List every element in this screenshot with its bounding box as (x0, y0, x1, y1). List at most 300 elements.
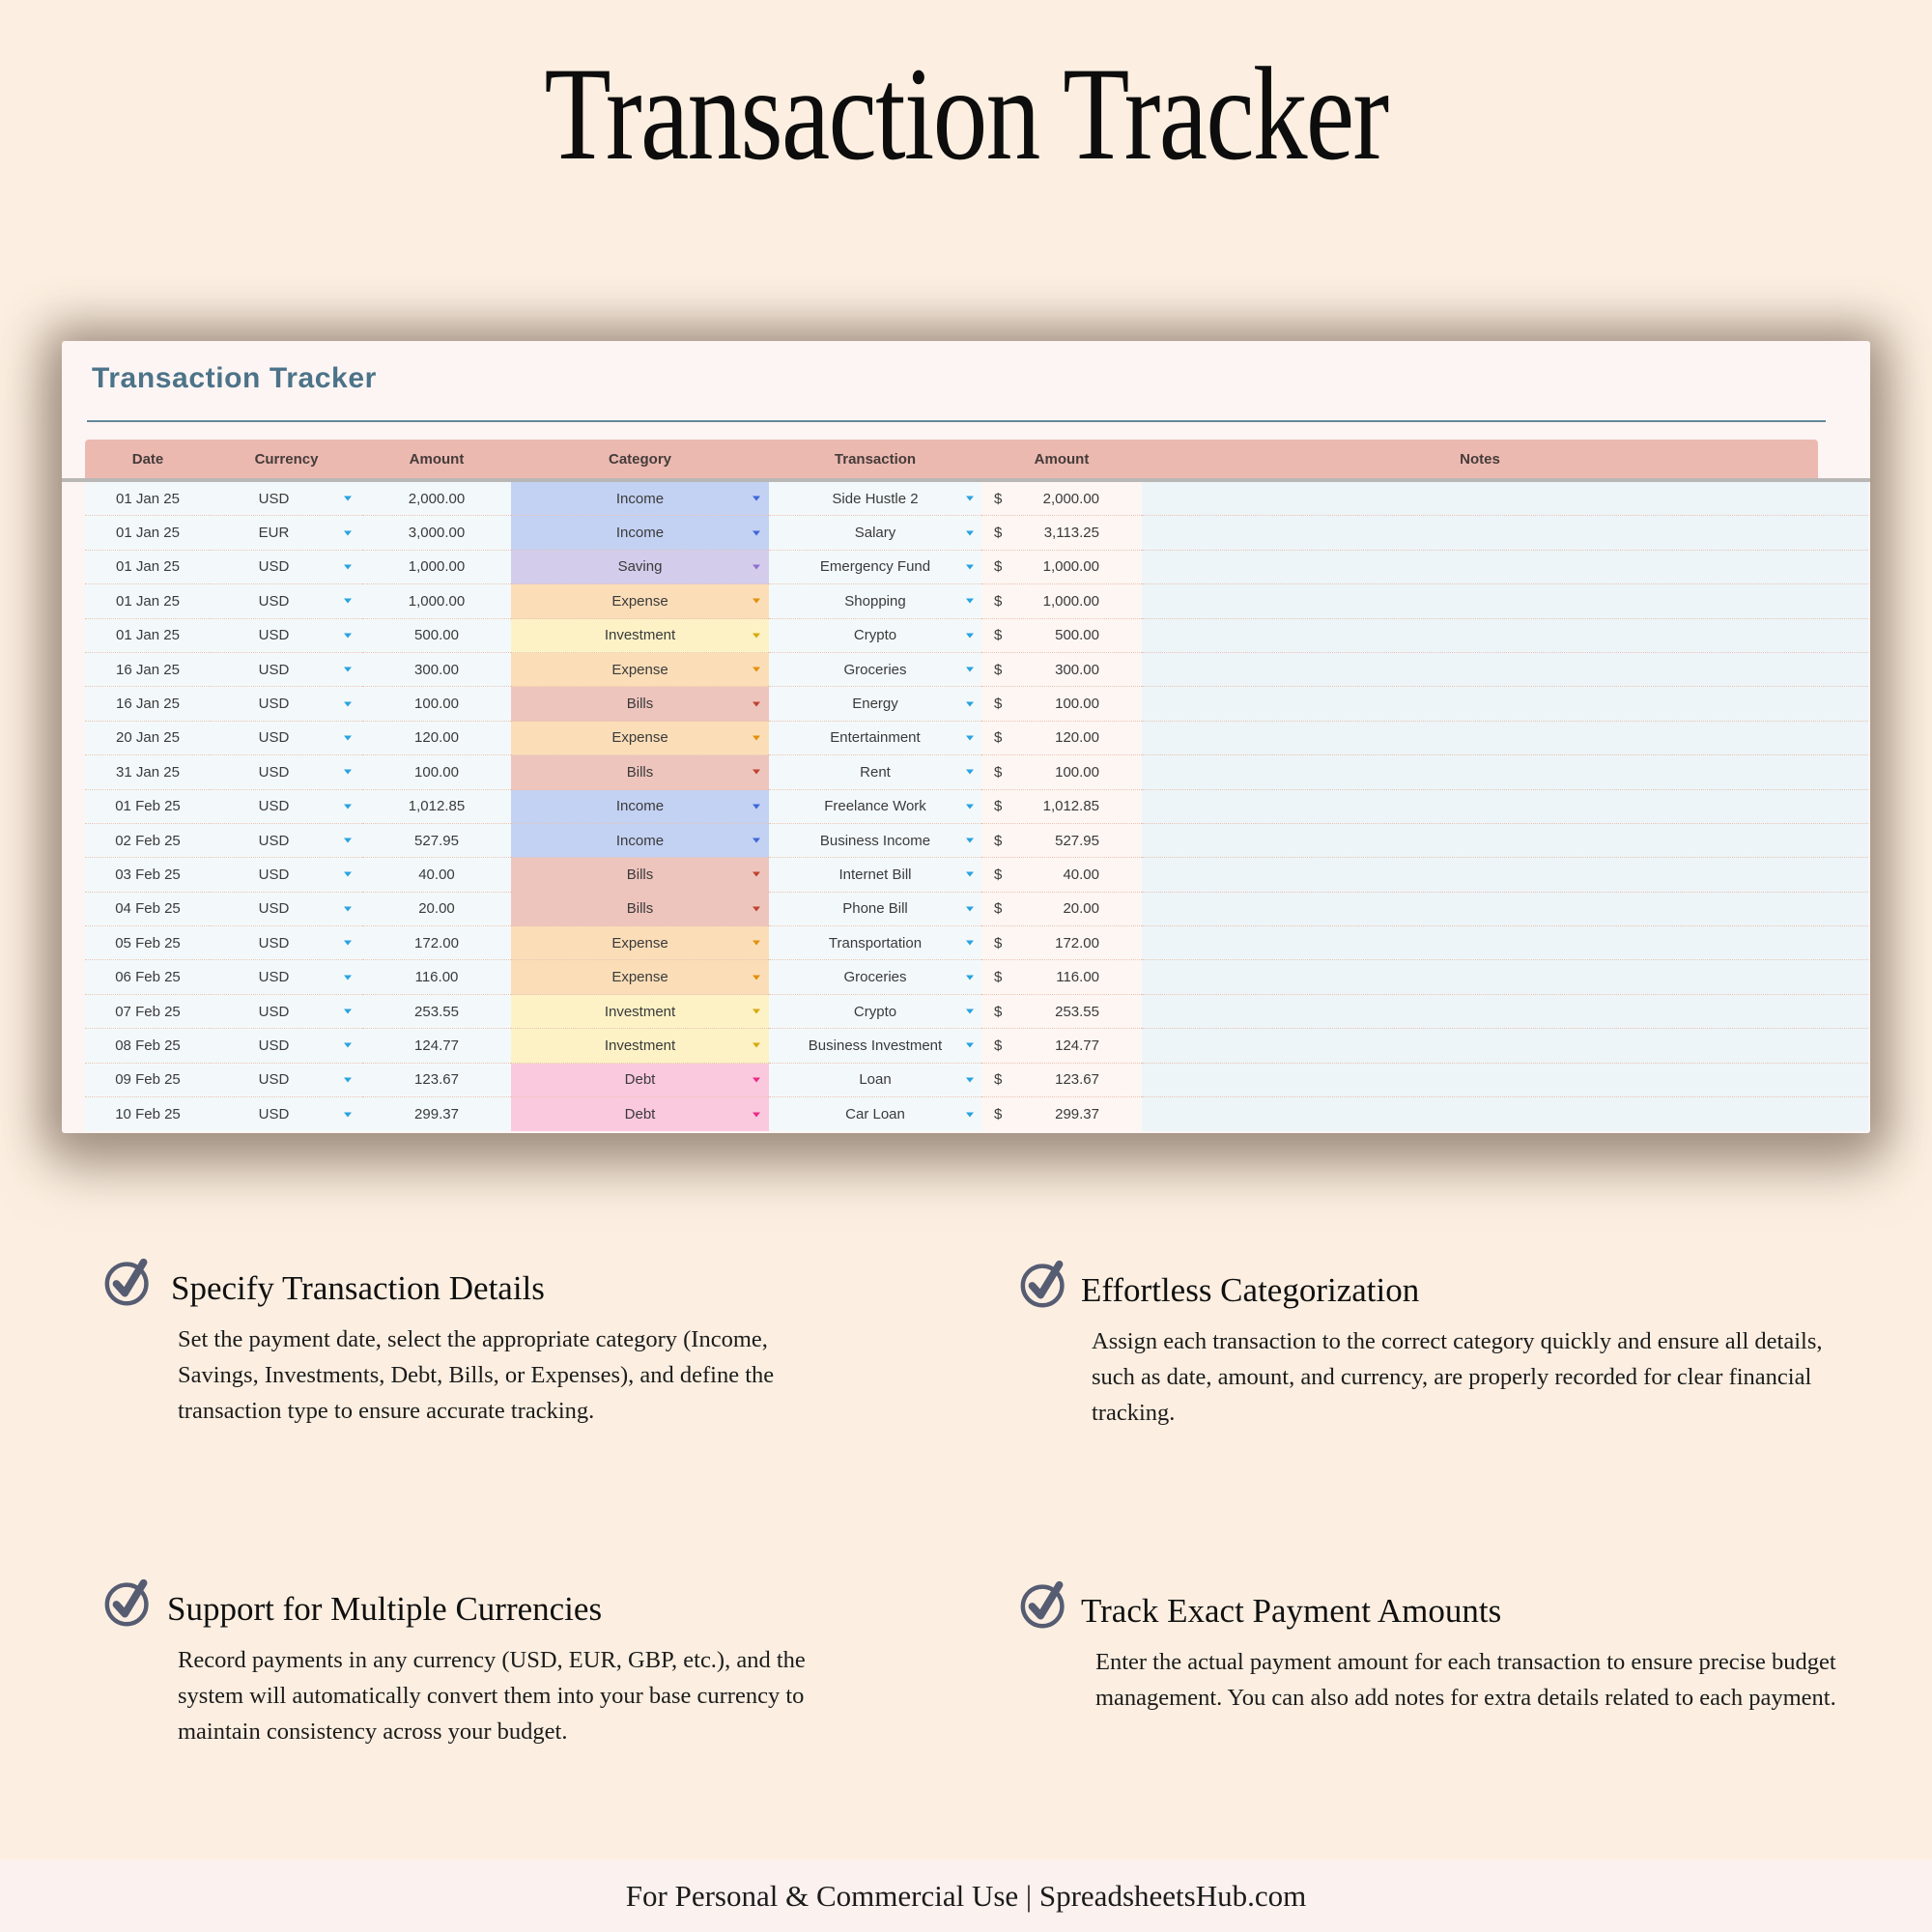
cell-amount[interactable]: 1,012.85 (362, 790, 511, 824)
cell-category[interactable] (511, 722, 769, 755)
sheet-title: Transaction Tracker (92, 362, 377, 394)
cell-notes[interactable] (1142, 687, 1868, 721)
currency-value: USD (258, 934, 290, 952)
cell-date[interactable]: 08 Feb 25 (85, 1029, 211, 1063)
table-row (85, 687, 1868, 721)
cell-notes[interactable] (1142, 1097, 1868, 1131)
cell-currency[interactable] (211, 1064, 362, 1097)
cell-category[interactable] (511, 619, 769, 653)
cell-amount-usd[interactable] (981, 584, 1142, 618)
cell-amount[interactable]: 20.00 (362, 893, 511, 926)
currency-symbol: $ (994, 696, 1003, 713)
category-value: Income (615, 832, 665, 849)
table-row (85, 960, 1868, 994)
cell-transaction[interactable] (769, 995, 981, 1029)
cell-category[interactable] (511, 824, 769, 858)
cell-category[interactable] (511, 653, 769, 687)
cell-notes[interactable] (1142, 584, 1868, 618)
cell-category[interactable] (511, 858, 769, 892)
cell-amount-usd[interactable] (981, 858, 1142, 892)
category-value: Income (615, 798, 665, 815)
cell-currency[interactable] (211, 926, 362, 960)
category-value: Investment (604, 627, 676, 644)
cell-currency[interactable] (211, 995, 362, 1029)
column-header-date: Date (131, 450, 164, 468)
chevron-down-icon[interactable] (753, 497, 760, 501)
chevron-down-icon[interactable] (966, 1043, 974, 1048)
category-value: Expense (611, 592, 668, 610)
cell-amount-usd[interactable] (981, 755, 1142, 789)
cell-notes[interactable] (1142, 926, 1868, 960)
currency-symbol: $ (994, 627, 1003, 644)
sheet-rows (85, 482, 1868, 1131)
amount-usd-value: 3,113.25 (1043, 525, 1099, 542)
category-value: Expense (611, 661, 668, 678)
cell-amount-usd[interactable] (981, 722, 1142, 755)
table-row (85, 551, 1868, 584)
cell-transaction[interactable] (769, 584, 981, 618)
chevron-down-icon[interactable] (344, 633, 352, 638)
cell-amount[interactable]: 124.77 (362, 1029, 511, 1063)
currency-symbol: $ (994, 661, 1003, 678)
cell-amount[interactable]: 1,000.00 (362, 584, 511, 618)
cell-amount-usd[interactable] (981, 482, 1142, 516)
currency-value: USD (258, 696, 290, 713)
cell-notes[interactable] (1142, 858, 1868, 892)
cell-amount-usd[interactable] (981, 1064, 1142, 1097)
cell-currency[interactable] (211, 619, 362, 653)
column-header-amount: Amount (409, 450, 465, 468)
chevron-down-icon[interactable] (753, 668, 760, 672)
category-value: Debt (624, 1071, 656, 1089)
cell-amount[interactable]: 100.00 (362, 755, 511, 789)
currency-symbol: $ (994, 969, 1003, 986)
cell-transaction[interactable] (769, 687, 981, 721)
table-row (85, 995, 1868, 1029)
currency-value: USD (258, 969, 290, 986)
cell-amount-usd[interactable] (981, 893, 1142, 926)
cell-date[interactable]: 16 Jan 25 (85, 653, 211, 687)
transaction-value: Side Hustle 2 (832, 490, 919, 507)
column-header-category: Category (608, 450, 672, 468)
feature-body: Record payments in any currency (USD, EUR, GBP, etc.), and the system will automatically convert them into your base currency to maintain consistency across your budget. (178, 1647, 806, 1745)
transaction-value: Emergency Fund (819, 558, 931, 576)
cell-transaction[interactable] (769, 960, 981, 994)
cell-currency[interactable] (211, 790, 362, 824)
cell-transaction[interactable] (769, 619, 981, 653)
cell-notes[interactable] (1142, 516, 1868, 550)
currency-symbol: $ (994, 832, 1003, 849)
chevron-down-icon[interactable] (966, 838, 974, 843)
check-circle-icon (102, 1575, 158, 1635)
chevron-down-icon[interactable] (966, 599, 974, 604)
cell-date[interactable]: 01 Jan 25 (85, 516, 211, 550)
cell-amount-usd[interactable] (981, 926, 1142, 960)
currency-value: USD (258, 1003, 290, 1020)
page-title: Transaction Tracker (544, 40, 1388, 187)
cell-category[interactable] (511, 1064, 769, 1097)
chevron-down-icon[interactable] (966, 633, 974, 638)
amount-usd-value: 100.00 (1055, 696, 1099, 713)
cell-amount-usd[interactable] (981, 687, 1142, 721)
currency-symbol: $ (994, 798, 1003, 815)
chevron-down-icon[interactable] (753, 1077, 760, 1082)
amount-usd-value: 300.00 (1055, 661, 1099, 678)
cell-date[interactable]: 31 Jan 25 (85, 755, 211, 789)
table-row (85, 482, 1868, 516)
table-row (85, 790, 1868, 824)
chevron-down-icon[interactable] (753, 975, 760, 980)
column-header-amount-usd: Amount (1034, 450, 1090, 468)
cell-transaction[interactable] (769, 1097, 981, 1131)
currency-value: USD (258, 1071, 290, 1089)
cell-notes[interactable] (1142, 893, 1868, 926)
cell-category[interactable] (511, 551, 769, 584)
transaction-value: Entertainment (830, 729, 921, 747)
cell-notes[interactable] (1142, 722, 1868, 755)
currency-symbol: $ (994, 592, 1003, 610)
cell-transaction[interactable] (769, 893, 981, 926)
chevron-down-icon[interactable] (966, 497, 974, 501)
cell-transaction[interactable] (769, 755, 981, 789)
chevron-down-icon[interactable] (344, 668, 352, 672)
chevron-down-icon[interactable] (753, 735, 760, 740)
table-row (85, 516, 1868, 550)
cell-date[interactable]: 02 Feb 25 (85, 824, 211, 858)
currency-symbol: $ (994, 525, 1003, 542)
chevron-down-icon[interactable] (966, 770, 974, 775)
cell-currency[interactable] (211, 584, 362, 618)
chevron-down-icon[interactable] (966, 735, 974, 740)
cell-amount-usd[interactable] (981, 1097, 1142, 1131)
currency-value: USD (258, 832, 290, 849)
cell-date[interactable]: 01 Jan 25 (85, 482, 211, 516)
cell-date[interactable]: 07 Feb 25 (85, 995, 211, 1029)
currency-symbol: $ (994, 1106, 1003, 1123)
chevron-down-icon[interactable] (753, 872, 760, 877)
cell-amount-usd[interactable] (981, 1029, 1142, 1063)
cell-date[interactable]: 09 Feb 25 (85, 1064, 211, 1097)
cell-currency[interactable] (211, 516, 362, 550)
chevron-down-icon[interactable] (344, 735, 352, 740)
table-row (85, 824, 1868, 858)
chevron-down-icon[interactable] (344, 941, 352, 946)
category-value: Expense (611, 729, 668, 747)
chevron-down-icon[interactable] (753, 770, 760, 775)
cell-date[interactable]: 03 Feb 25 (85, 858, 211, 892)
cell-date[interactable]: 04 Feb 25 (85, 893, 211, 926)
amount-usd-value: 123.67 (1055, 1071, 1099, 1089)
chevron-down-icon[interactable] (344, 564, 352, 569)
cell-currency[interactable] (211, 1097, 362, 1131)
amount-usd-value: 124.77 (1055, 1037, 1099, 1054)
chevron-down-icon[interactable] (966, 804, 974, 809)
chevron-down-icon[interactable] (966, 872, 974, 877)
cell-transaction[interactable] (769, 722, 981, 755)
category-value: Expense (611, 934, 668, 952)
feature-title: Effortless Categorization (1081, 1271, 1420, 1309)
chevron-down-icon[interactable] (344, 599, 352, 604)
cell-date[interactable]: 10 Feb 25 (85, 1097, 211, 1131)
cell-amount[interactable]: 172.00 (362, 926, 511, 960)
feature-body: Set the payment date, select the appropriate category (Income, Savings, Investments, Debt, Bills, or Expenses), and define the transaction type to ensure accurate tracking. (178, 1326, 775, 1424)
cell-currency[interactable] (211, 1029, 362, 1063)
cell-amount-usd[interactable] (981, 653, 1142, 687)
chevron-down-icon[interactable] (966, 975, 974, 980)
cell-amount[interactable]: 40.00 (362, 858, 511, 892)
cell-category[interactable] (511, 516, 769, 550)
cell-amount-usd[interactable] (981, 619, 1142, 653)
chevron-down-icon[interactable] (753, 838, 760, 843)
cell-category[interactable] (511, 687, 769, 721)
amount-usd-value: 1,012.85 (1042, 798, 1099, 815)
check-circle-icon (1018, 1256, 1074, 1317)
chevron-down-icon[interactable] (753, 906, 760, 911)
cell-amount[interactable]: 100.00 (362, 687, 511, 721)
category-value: Income (615, 490, 665, 507)
cell-notes[interactable] (1142, 619, 1868, 653)
chevron-down-icon[interactable] (966, 564, 974, 569)
cell-transaction[interactable] (769, 551, 981, 584)
table-row (85, 1064, 1868, 1097)
cell-date[interactable]: 01 Jan 25 (85, 551, 211, 584)
cell-category[interactable] (511, 995, 769, 1029)
chevron-down-icon[interactable] (344, 497, 352, 501)
currency-symbol: $ (994, 729, 1003, 747)
cell-amount[interactable]: 123.67 (362, 1064, 511, 1097)
cell-date[interactable]: 16 Jan 25 (85, 687, 211, 721)
cell-amount[interactable]: 299.37 (362, 1097, 511, 1131)
currency-symbol: $ (994, 1037, 1003, 1054)
amount-usd-value: 40.00 (1063, 866, 1099, 883)
table-header-row (85, 440, 1818, 478)
cell-category[interactable] (511, 790, 769, 824)
cell-currency[interactable] (211, 551, 362, 584)
cell-notes[interactable] (1142, 960, 1868, 994)
cell-notes[interactable] (1142, 1064, 1868, 1097)
cell-category[interactable] (511, 482, 769, 516)
currency-value: USD (258, 866, 290, 883)
chevron-down-icon[interactable] (966, 530, 974, 535)
table-row (85, 858, 1868, 892)
chevron-down-icon[interactable] (344, 1077, 352, 1082)
currency-symbol: $ (994, 866, 1003, 883)
chevron-down-icon[interactable] (966, 906, 974, 911)
cell-amount[interactable]: 300.00 (362, 653, 511, 687)
cell-category[interactable] (511, 1097, 769, 1131)
cell-amount[interactable]: 120.00 (362, 722, 511, 755)
cell-category[interactable] (511, 960, 769, 994)
cell-notes[interactable] (1142, 790, 1868, 824)
category-value: Bills (626, 763, 654, 781)
chevron-down-icon[interactable] (753, 1009, 760, 1014)
cell-currency[interactable] (211, 687, 362, 721)
chevron-down-icon[interactable] (344, 530, 352, 535)
cell-notes[interactable] (1142, 1029, 1868, 1063)
cell-amount[interactable]: 527.95 (362, 824, 511, 858)
transaction-value: Rent (860, 763, 891, 781)
cell-notes[interactable] (1142, 755, 1868, 789)
chevron-down-icon[interactable] (344, 975, 352, 980)
cell-notes[interactable] (1142, 551, 1868, 584)
currency-value: USD (258, 592, 290, 610)
cell-transaction[interactable] (769, 1064, 981, 1097)
chevron-down-icon[interactable] (753, 564, 760, 569)
chevron-down-icon[interactable] (344, 804, 352, 809)
amount-usd-value: 20.00 (1063, 900, 1099, 918)
cell-amount-usd[interactable] (981, 960, 1142, 994)
chevron-down-icon[interactable] (753, 1112, 760, 1117)
cell-date[interactable]: 20 Jan 25 (85, 722, 211, 755)
chevron-down-icon[interactable] (966, 701, 974, 706)
feature-body: Assign each transaction to the correct category quickly and ensure all details, such as date, amount, and currency, are properly recorded for clear financial tracking. (1092, 1328, 1823, 1426)
cell-currency[interactable] (211, 482, 362, 516)
check-circle-icon (1018, 1577, 1074, 1637)
chevron-down-icon[interactable] (966, 1112, 974, 1117)
currency-value: USD (258, 490, 290, 507)
amount-usd-value: 116.00 (1056, 969, 1099, 986)
feature-body: Enter the actual payment amount for each transaction to ensure precise budget management. You can also add notes for extra details related to each payment. (1095, 1649, 1836, 1711)
chevron-down-icon[interactable] (753, 701, 760, 706)
cell-date[interactable]: 01 Jan 25 (85, 619, 211, 653)
cell-amount[interactable]: 3,000.00 (362, 516, 511, 550)
cell-date[interactable]: 05 Feb 25 (85, 926, 211, 960)
cell-amount[interactable]: 253.55 (362, 995, 511, 1029)
cell-notes[interactable] (1142, 482, 1868, 516)
cell-transaction[interactable] (769, 1029, 981, 1063)
category-value: Investment (604, 1037, 676, 1054)
cell-category[interactable] (511, 926, 769, 960)
transaction-value: Freelance Work (824, 798, 926, 815)
cell-amount[interactable]: 116.00 (362, 960, 511, 994)
cell-category[interactable] (511, 893, 769, 926)
currency-value: USD (258, 798, 290, 815)
cell-amount-usd[interactable] (981, 551, 1142, 584)
cell-currency[interactable] (211, 722, 362, 755)
transaction-value: Shopping (844, 592, 906, 610)
table-row (85, 619, 1868, 653)
cell-transaction[interactable] (769, 926, 981, 960)
amount-usd-value: 299.37 (1055, 1106, 1099, 1123)
cell-date[interactable]: 01 Jan 25 (85, 584, 211, 618)
chevron-down-icon[interactable] (344, 1009, 352, 1014)
check-circle-icon (102, 1254, 158, 1315)
chevron-down-icon[interactable] (344, 701, 352, 706)
amount-usd-value: 1,000.00 (1042, 558, 1099, 576)
chevron-down-icon[interactable] (966, 1077, 974, 1082)
cell-transaction[interactable] (769, 516, 981, 550)
chevron-down-icon[interactable] (966, 941, 974, 946)
cell-amount[interactable]: 500.00 (362, 619, 511, 653)
chevron-down-icon[interactable] (753, 633, 760, 638)
cell-amount[interactable]: 2,000.00 (362, 482, 511, 516)
chevron-down-icon[interactable] (966, 668, 974, 672)
column-header-currency: Currency (254, 450, 319, 468)
currency-symbol: $ (994, 558, 1003, 576)
transaction-value: Business Investment (808, 1037, 943, 1054)
cell-transaction[interactable] (769, 858, 981, 892)
chevron-down-icon[interactable] (753, 941, 760, 946)
cell-category[interactable] (511, 1029, 769, 1063)
cell-notes[interactable] (1142, 653, 1868, 687)
amount-usd-value: 2,000.00 (1042, 490, 1099, 507)
cell-transaction[interactable] (769, 790, 981, 824)
currency-symbol: $ (994, 1003, 1003, 1020)
table-row (85, 893, 1868, 926)
column-header-transaction: Transaction (834, 450, 917, 468)
chevron-down-icon[interactable] (753, 599, 760, 604)
cell-currency[interactable] (211, 755, 362, 789)
amount-usd-value: 120.00 (1055, 729, 1099, 747)
cell-transaction[interactable] (769, 653, 981, 687)
cell-date[interactable]: 01 Feb 25 (85, 790, 211, 824)
chevron-down-icon[interactable] (753, 1043, 760, 1048)
cell-amount-usd[interactable] (981, 995, 1142, 1029)
cell-currency[interactable] (211, 960, 362, 994)
currency-value: USD (258, 900, 290, 918)
transaction-value: Internet Bill (838, 866, 912, 883)
cell-notes[interactable] (1142, 824, 1868, 858)
transaction-value: Crypto (853, 1003, 897, 1020)
chevron-down-icon[interactable] (344, 1112, 352, 1117)
category-value: Expense (611, 969, 668, 986)
cell-amount-usd[interactable] (981, 516, 1142, 550)
cell-amount-usd[interactable] (981, 790, 1142, 824)
transaction-value: Transportation (828, 934, 923, 952)
feature-title: Track Exact Payment Amounts (1081, 1592, 1502, 1630)
amount-usd-value: 527.95 (1055, 832, 1099, 849)
cell-amount[interactable]: 1,000.00 (362, 551, 511, 584)
chevron-down-icon[interactable] (344, 1043, 352, 1048)
currency-symbol: $ (994, 1071, 1003, 1089)
cell-currency[interactable] (211, 824, 362, 858)
chevron-down-icon[interactable] (344, 872, 352, 877)
feature-title: Specify Transaction Details (171, 1269, 545, 1307)
category-value: Bills (626, 866, 654, 883)
category-value: Bills (626, 900, 654, 918)
currency-symbol: $ (994, 900, 1003, 918)
chevron-down-icon[interactable] (966, 1009, 974, 1014)
currency-value: USD (258, 1037, 290, 1054)
currency-symbol: $ (994, 490, 1003, 507)
transaction-value: Loan (859, 1071, 892, 1089)
transaction-value: Phone Bill (842, 900, 908, 918)
cell-notes[interactable] (1142, 995, 1868, 1029)
chevron-down-icon[interactable] (344, 770, 352, 775)
cell-amount-usd[interactable] (981, 824, 1142, 858)
table-row (85, 1029, 1868, 1063)
currency-value: EUR (258, 525, 290, 542)
cell-currency[interactable] (211, 653, 362, 687)
chevron-down-icon[interactable] (344, 838, 352, 843)
cell-date[interactable]: 06 Feb 25 (85, 960, 211, 994)
currency-value: USD (258, 661, 290, 678)
currency-symbol: $ (994, 763, 1003, 781)
transaction-value: Car Loan (845, 1106, 905, 1123)
category-value: Income (615, 525, 665, 542)
chevron-down-icon[interactable] (753, 530, 760, 535)
chevron-down-icon[interactable] (344, 906, 352, 911)
transaction-value: Groceries (843, 969, 907, 986)
sheet-title-rule (87, 420, 1826, 422)
chevron-down-icon[interactable] (753, 804, 760, 809)
cell-transaction[interactable] (769, 482, 981, 516)
cell-category[interactable] (511, 755, 769, 789)
cell-currency[interactable] (211, 893, 362, 926)
cell-transaction[interactable] (769, 824, 981, 858)
cell-category[interactable] (511, 584, 769, 618)
cell-currency[interactable] (211, 858, 362, 892)
